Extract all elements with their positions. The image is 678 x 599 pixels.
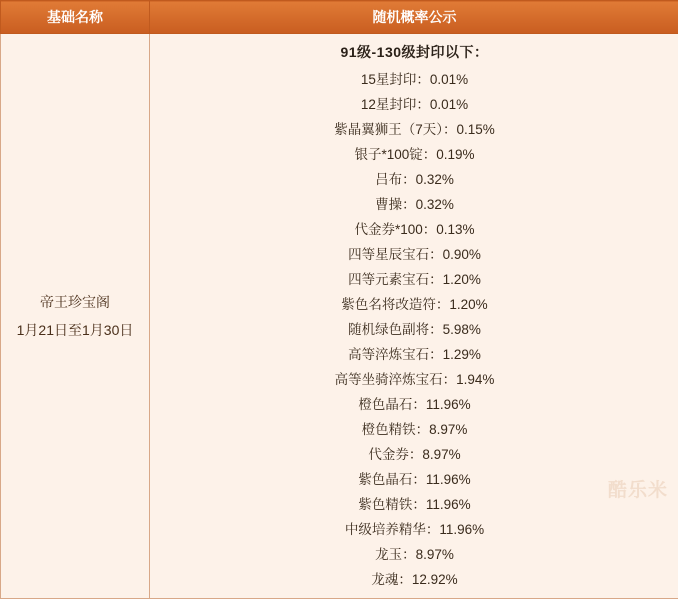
cell-basic-name bbox=[1, 34, 150, 599]
probability-item: 四等星辰宝石：0.90% bbox=[154, 242, 675, 267]
probability-item: 紫晶翼狮王（7天）：0.15% bbox=[154, 117, 675, 142]
table-body bbox=[1, 34, 678, 599]
probability-item: 中级培养精华：11.96% bbox=[154, 517, 675, 542]
probability-item: 高等淬炼宝石：1.29% bbox=[154, 342, 675, 367]
probability-item: 龙魂：12.92% bbox=[154, 567, 675, 592]
probability-item: 高等坐骑淬炼宝石：1.94% bbox=[154, 367, 675, 392]
probability-item: 紫色名将改造符：1.20% bbox=[154, 292, 675, 317]
site-watermark: 酷乐米 bbox=[608, 475, 668, 502]
probability-item: 四等元素宝石：1.20% bbox=[154, 267, 675, 292]
probability-item: 橙色晶石：11.96% bbox=[154, 392, 675, 417]
probability-item-list bbox=[154, 67, 675, 592]
basic-name-date-range: 1月21日至1月30日 bbox=[5, 316, 145, 344]
probability-item: 吕布：0.32% bbox=[154, 167, 675, 192]
column-header-probability: 随机概率公示 bbox=[150, 1, 678, 34]
probability-item: 银子*100锭：0.19% bbox=[154, 142, 675, 167]
probability-item: 紫色晶石：11.96% bbox=[154, 467, 675, 492]
probability-item: 代金券*100：0.13% bbox=[154, 217, 675, 242]
probability-item: 龙玉：8.97% bbox=[154, 542, 675, 567]
probability-item: 代金券：8.97% bbox=[154, 442, 675, 467]
table-header bbox=[1, 1, 678, 34]
probability-item: 随机绿色副将：5.98% bbox=[154, 317, 675, 342]
table-row bbox=[1, 34, 678, 599]
table-header-row bbox=[1, 1, 678, 34]
basic-name-title: 帝王珍宝阁 bbox=[5, 288, 145, 316]
probability-item: 紫色精铁：11.96% bbox=[154, 492, 675, 517]
probability-item: 曹操：0.32% bbox=[154, 192, 675, 217]
cell-probability-list bbox=[150, 34, 678, 599]
probability-item: 橙色精铁：8.97% bbox=[154, 417, 675, 442]
probability-item: 12星封印：0.01% bbox=[154, 92, 675, 117]
column-header-name: 基础名称 bbox=[1, 1, 150, 34]
probability-list-title: 91级-130级封印以下： bbox=[154, 42, 675, 62]
probability-item: 15星封印：0.01% bbox=[154, 67, 675, 92]
